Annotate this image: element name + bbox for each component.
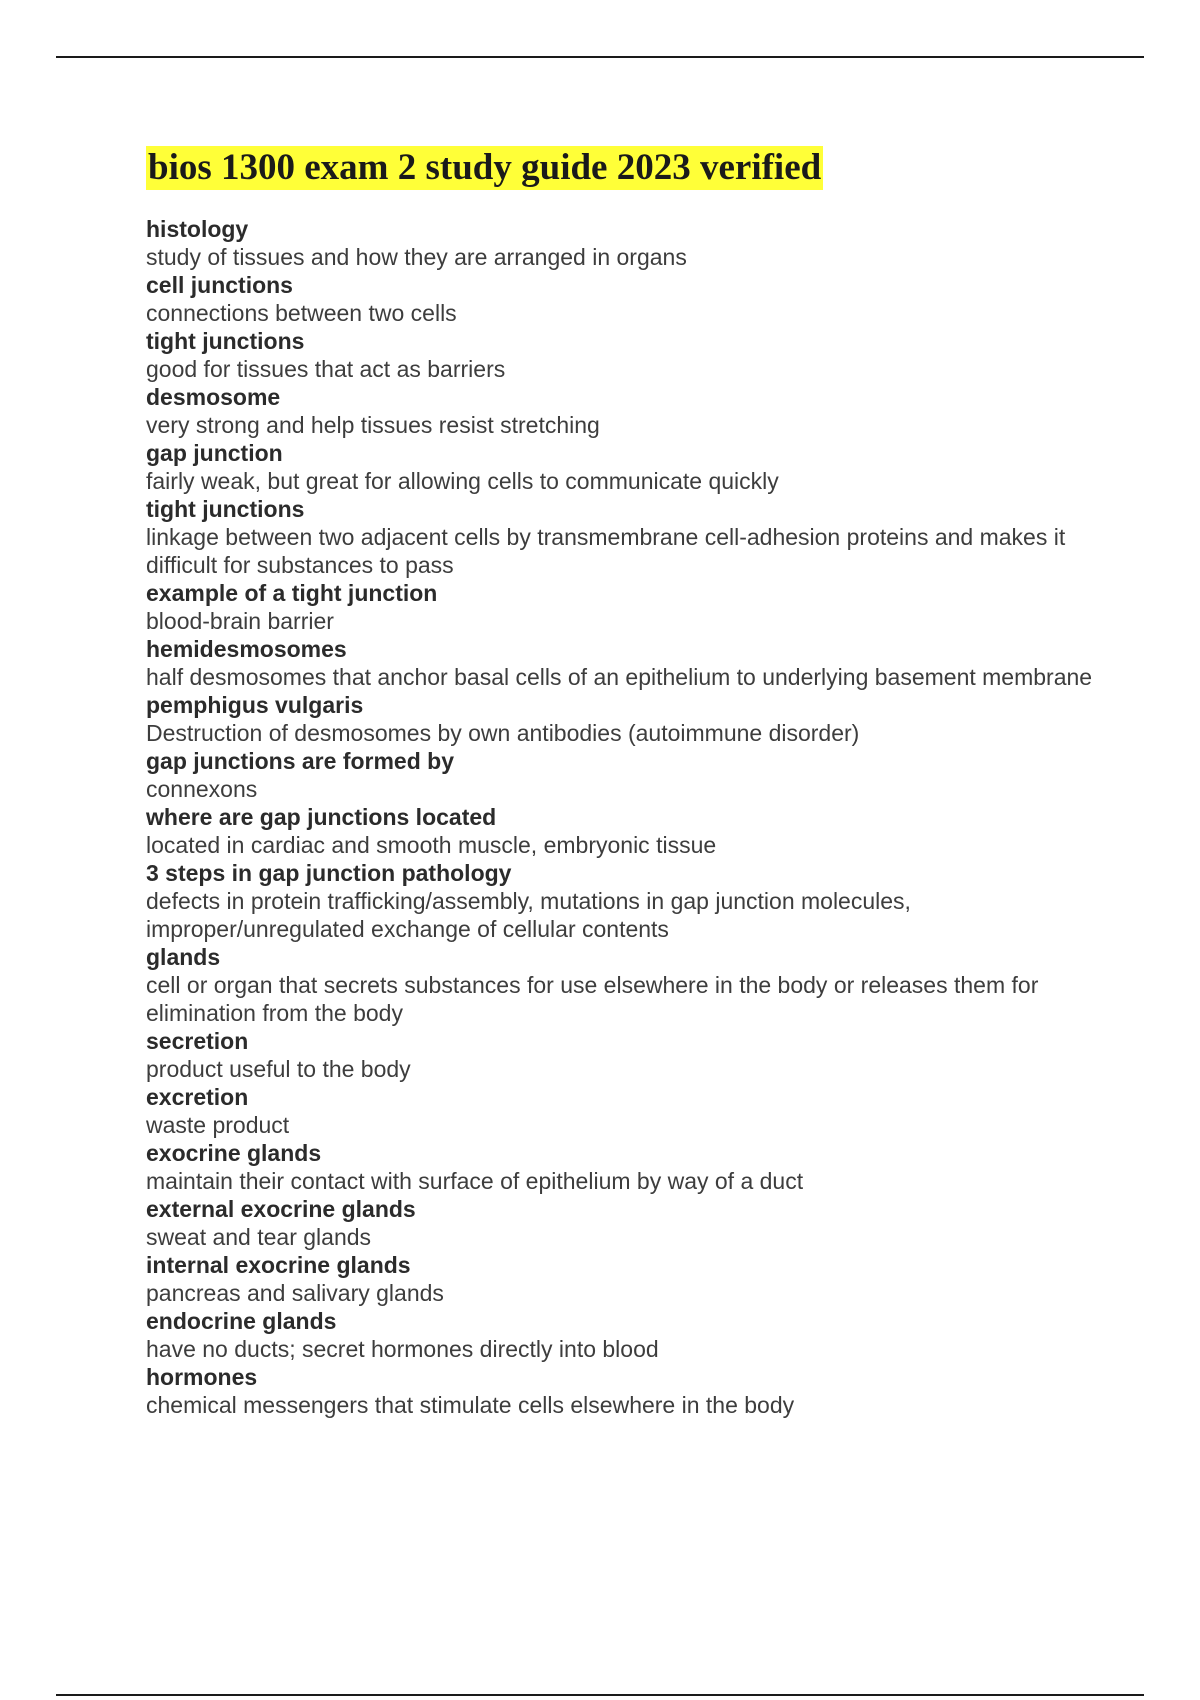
entry-term: gap junction (146, 440, 283, 466)
entry-definition: defects in protein trafficking/assembly, mutations in gap junction molecules, improper/unregulated exchange of cellular contents (146, 888, 911, 942)
entry (146, 271, 1106, 327)
entry-term: example of a tight junction (146, 580, 438, 606)
entry-term: excretion (146, 1084, 249, 1110)
entry-definition: very strong and help tissues resist stretching (146, 412, 600, 438)
entry-term: hemidesmosomes (146, 636, 347, 662)
entry-definition: connexons (146, 776, 258, 802)
entry-definition: half desmosomes that anchor basal cells of an epithelium to underlying basement membrane (146, 664, 1093, 690)
entry (146, 439, 1106, 495)
entry (146, 327, 1106, 383)
entry (146, 691, 1106, 747)
entry-term: external exocrine glands (146, 1196, 416, 1222)
entry (146, 803, 1106, 859)
entry-term: 3 steps in gap junction pathology (146, 860, 512, 886)
entry-definition: fairly weak, but great for allowing cells to communicate quickly (146, 468, 779, 494)
entry (146, 1363, 1106, 1419)
entry (146, 747, 1106, 803)
entry-term: internal exocrine glands (146, 1252, 411, 1278)
entry (146, 1083, 1106, 1139)
entry (146, 859, 1106, 943)
top-rule (56, 56, 1144, 58)
entry (146, 1307, 1106, 1363)
entry-term: tight junctions (146, 328, 305, 354)
entry (146, 579, 1106, 635)
entry-definition: linkage between two adjacent cells by transmembrane cell-adhesion proteins and makes it difficult for substances to pass (146, 524, 1066, 578)
entry-definition: located in cardiac and smooth muscle, embryonic tissue (146, 832, 717, 858)
entry-term: secretion (146, 1028, 249, 1054)
entry-definition: connections between two cells (146, 300, 457, 326)
glossary-list (146, 215, 1106, 1419)
entry (146, 383, 1106, 439)
entry-definition: product useful to the body (146, 1056, 411, 1082)
entry-term: desmosome (146, 384, 281, 410)
title-block (146, 146, 823, 190)
entry-definition: cell or organ that secrets substances for use elsewhere in the body or releases them for elimination from the body (146, 972, 1039, 1026)
entry (146, 495, 1106, 579)
entry-definition: waste product (146, 1112, 290, 1138)
document-title: bios 1300 exam 2 study guide 2023 verified (148, 147, 822, 188)
entry-definition: maintain their contact with surface of epithelium by way of a duct (146, 1168, 804, 1194)
entry-definition: good for tissues that act as barriers (146, 356, 506, 382)
entry (146, 215, 1106, 271)
entry-term: pemphigus vulgaris (146, 692, 364, 718)
entry-term: cell junctions (146, 272, 293, 298)
entry-term: histology (146, 216, 249, 242)
entry (146, 1139, 1106, 1195)
entry-definition: have no ducts; secret hormones directly into blood (146, 1336, 659, 1362)
entry-term: where are gap junctions located (146, 804, 497, 830)
entry (146, 635, 1106, 691)
entry-definition: study of tissues and how they are arranged in organs (146, 244, 687, 270)
entry-definition: pancreas and salivary glands (146, 1280, 444, 1306)
bottom-rule (56, 1694, 1144, 1696)
entry-term: glands (146, 944, 221, 970)
entry-term: tight junctions (146, 496, 305, 522)
entry-definition: chemical messengers that stimulate cells elsewhere in the body (146, 1392, 795, 1418)
entry (146, 1251, 1106, 1307)
entry (146, 1195, 1106, 1251)
entry-definition: blood-brain barrier (146, 608, 334, 634)
entry-definition: sweat and tear glands (146, 1224, 372, 1250)
entry-term: hormones (146, 1364, 258, 1390)
entry (146, 1027, 1106, 1083)
entry (146, 943, 1106, 1027)
entry-term: exocrine glands (146, 1140, 322, 1166)
entry-term: endocrine glands (146, 1308, 337, 1334)
entry-term: gap junctions are formed by (146, 748, 454, 774)
entry-definition: Destruction of desmosomes by own antibodies (autoimmune disorder) (146, 720, 860, 746)
